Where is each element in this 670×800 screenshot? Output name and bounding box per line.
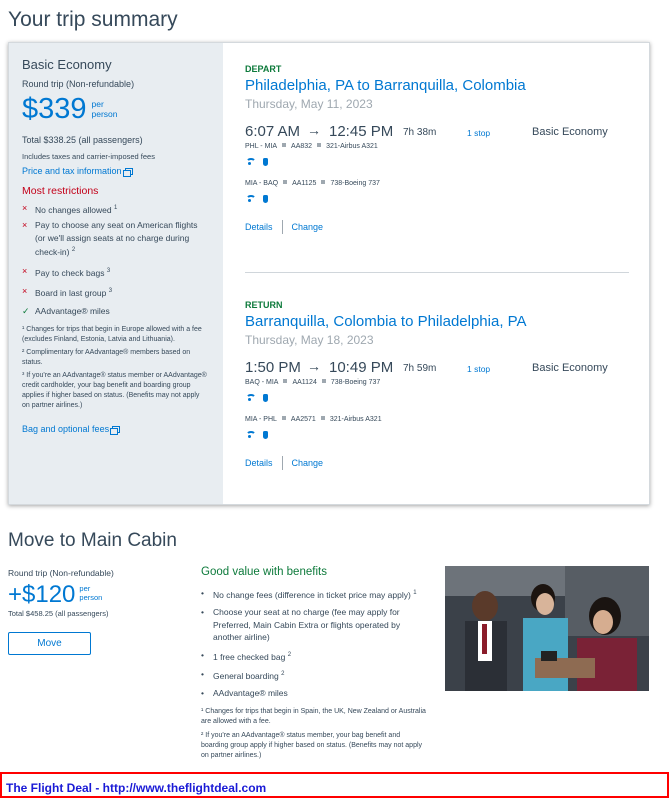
fare-footnotes (22, 325, 207, 411)
leg-stops-link[interactable]: 1 stop (467, 128, 491, 138)
external-link-icon (112, 426, 120, 433)
bag-fees-link[interactable] (22, 424, 223, 434)
benefit-item (201, 587, 426, 601)
power-icon (263, 394, 268, 402)
divider (282, 220, 283, 234)
restriction-text: No changes allowed $^1$ (35, 204, 118, 215)
move-total: Total $458.25 (all passengers) (8, 609, 109, 618)
restriction-item (22, 285, 207, 299)
benefit-item (201, 649, 426, 663)
trip-summary-card (8, 42, 650, 505)
benefits-title: Good value with benefits (201, 566, 327, 578)
bag-fees-label: Bag and optional fees (22, 423, 110, 434)
fare-total: Total $338.25 (all passengers) (22, 135, 143, 145)
benefit-item (201, 687, 426, 700)
person-label: person (91, 109, 118, 119)
leg-times (245, 123, 635, 143)
depart-time: 1:50 PM (245, 359, 301, 376)
benefit-text: General boarding $^2$ (213, 670, 285, 681)
leg-date: Thursday, May 18, 2023 (245, 333, 374, 347)
wifi-icon (245, 394, 254, 401)
page-title: Your trip summary (8, 8, 178, 31)
power-icon (263, 195, 268, 203)
move-price-row (8, 582, 198, 608)
power-icon (263, 158, 268, 166)
return-leg (245, 300, 635, 470)
benefit-item (201, 606, 426, 644)
arrive-time: 10:49 PM (329, 359, 394, 376)
per-person-label (79, 585, 102, 602)
footnote: ³ If you're an AAdvantage® status member or AAdvantage® credit cardholder, your bag benefit and boarding group applies if higher based on status. (Benefits may not apply on partner airlines.) (22, 371, 207, 409)
footer-banner (0, 772, 669, 798)
restriction-item (22, 305, 207, 318)
per-label: per (91, 99, 104, 109)
segment-info: MIA - PHL AA2571 321-Airbus A321 (245, 416, 382, 423)
restriction-text: AAdvantage® miles (35, 306, 110, 317)
amenities (245, 195, 635, 205)
fare-price: $339 (22, 93, 87, 125)
trip-type: Round trip (Non-refundable) (22, 79, 135, 89)
x-icon: × (22, 285, 28, 296)
restriction-item (22, 265, 207, 279)
leg-stops-link[interactable]: 1 stop (467, 364, 491, 374)
segment-info: BAQ - MIA AA1124 738-Boeing 737 (245, 379, 381, 386)
bullet-icon: • (201, 669, 204, 680)
price-tax-info-link[interactable] (22, 166, 223, 176)
arrow-right-icon: → (307, 358, 321, 374)
leg-cabin: Basic Economy (532, 126, 608, 138)
benefit-note: ² If you're an AAdvantage® status member, your bag benefit and boarding group apply if higher based on status. (Benefits may not apply on partner airlines.) (201, 731, 423, 759)
x-icon: × (22, 220, 28, 231)
taxes-note: Includes taxes and carrier-imposed fees (22, 152, 155, 161)
cabin-photo (445, 566, 649, 691)
move-price: +$120 (8, 581, 76, 608)
leg-actions (245, 456, 635, 470)
benefits-block (201, 566, 426, 765)
move-section-title: Move to Main Cabin (8, 530, 177, 551)
price-tax-info-label: Price and tax information (22, 166, 122, 176)
segment-info: MIA - BAQ AA1125 738-Boeing 737 (245, 180, 380, 187)
depart-leg (245, 64, 635, 234)
arrow-right-icon: → (307, 122, 321, 138)
amenities (245, 158, 635, 168)
segment-info: PHL - MIA AA832 321-Airbus A321 (245, 143, 378, 150)
benefit-item (201, 668, 426, 682)
arrive-time: 12:45 PM (329, 123, 394, 140)
move-price-block (8, 568, 198, 655)
leg-label: DEPART (245, 64, 282, 74)
benefit-text: Choose your seat at no charge (fee may apply for Preferred, Main Cabin Extra or flights operated by another airline) (213, 607, 401, 643)
leg-route: Barranquilla, Colombia to Philadelphia, PA (245, 313, 527, 330)
restriction-text: Board in last group $^3$ (35, 287, 113, 298)
benefit-notes (201, 707, 426, 761)
wifi-icon (245, 195, 254, 202)
restriction-text: Pay to choose any seat on American flights (or we'll assign seats at no charge during check-in) $^2$ (35, 220, 198, 258)
move-button[interactable]: Move (8, 632, 91, 655)
amenities (245, 431, 635, 441)
benefit-note: ¹ Changes for trips that begin in Spain, the UK, New Zealand or Australia are allowed with a fee. (201, 707, 426, 725)
x-icon: × (22, 203, 28, 213)
leg-actions (245, 220, 635, 234)
per-person-label (92, 99, 118, 119)
divider (282, 456, 283, 470)
details-link[interactable]: Details (245, 222, 273, 232)
amenities (245, 394, 635, 404)
wifi-icon (245, 431, 254, 438)
change-link[interactable]: Change (291, 458, 324, 468)
footnote: ¹ Changes for trips that begin in Europe allowed with a fee (excludes Finland, Estonia, Latvia and Lithuania). (22, 325, 202, 343)
x-icon: × (22, 265, 28, 276)
fare-name: Basic Economy (22, 57, 112, 72)
benefit-text: No change fees (difference in ticket price may apply) $^1$ (213, 589, 417, 600)
fare-panel (9, 43, 223, 504)
benefit-text: AAdvantage® miles (213, 688, 288, 699)
restriction-text: Pay to check bags $^3$ (35, 267, 111, 278)
leg-divider (245, 272, 629, 273)
leg-date: Thursday, May 11, 2023 (245, 97, 373, 111)
benefit-text: 1 free checked bag $^2$ (213, 651, 292, 662)
details-link[interactable]: Details (245, 458, 273, 468)
restriction-item (22, 219, 207, 258)
fare-price-row (22, 94, 223, 125)
bullet-icon: • (201, 649, 204, 660)
power-icon (263, 431, 268, 439)
leg-route: Philadelphia, PA to Barranquilla, Colombia (245, 77, 526, 94)
depart-time: 6:07 AM (245, 123, 301, 140)
restriction-item (22, 202, 207, 216)
bullet-icon: • (201, 688, 204, 699)
person-label: person (79, 592, 103, 602)
leg-cabin: Basic Economy (532, 362, 608, 374)
restrictions-title: Most restrictions (22, 185, 99, 197)
footnote: ² Complimentary for AAdvantage® members based on status. (22, 348, 191, 366)
wifi-icon (245, 158, 254, 165)
change-link[interactable]: Change (291, 222, 324, 232)
leg-duration: 7h 59m (403, 363, 437, 374)
per-label: per (79, 584, 91, 593)
bullet-icon: • (201, 607, 204, 618)
external-link-icon (125, 168, 133, 175)
leg-label: RETURN (245, 300, 283, 310)
leg-times (245, 359, 635, 379)
bullet-icon: • (201, 588, 204, 598)
move-trip-type: Round trip (Non-refundable) (8, 568, 114, 578)
footer-text: The Flight Deal - http://www.theflightdeal.com (6, 781, 267, 795)
check-icon: ✓ (22, 306, 30, 317)
leg-duration: 7h 38m (403, 127, 437, 138)
